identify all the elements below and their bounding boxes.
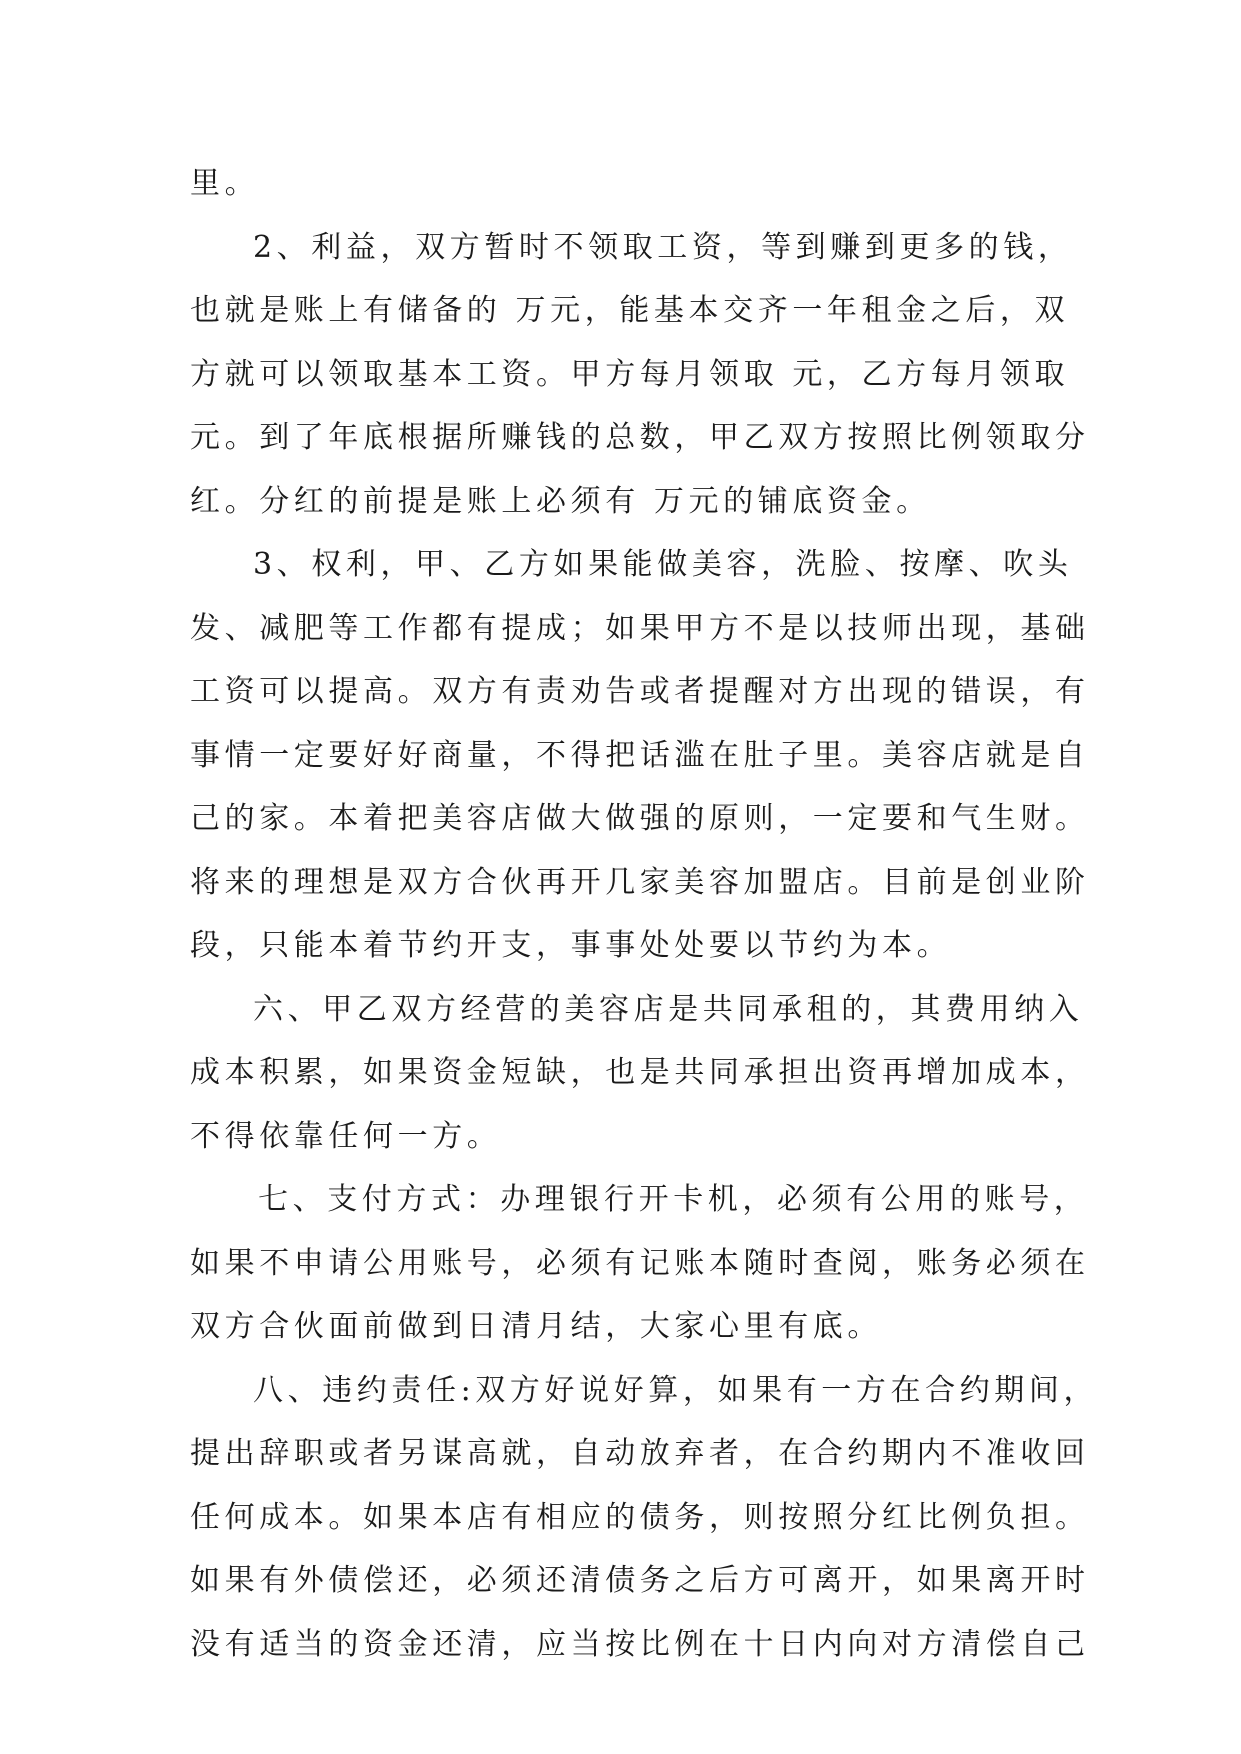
text-line: 六、甲乙双方经营的美容店是共同承租的，其费用纳入 [253,992,1084,1027]
text-line: 提出辞职或者另谋高就，自动放弃者，在合约期内不准收回 [190,1436,1090,1471]
text-line: 事情一定要好好商量，不得把话滥在肚子里。美容店就是自 [190,738,1090,773]
text-line: 工资可以提高。双方有责劝告或者提醒对方出现的错误，有 [190,674,1090,709]
text-line: 元。到了年底根据所赚钱的总数，甲乙双方按照比例领取分 [190,420,1090,455]
text-line: 2、利益，双方暂时不领取工资，等到赚到更多的钱， [253,230,1073,265]
text-line: 发、减肥等工作都有提成；如果甲方不是以技师出现，基础 [190,611,1090,646]
text-line: 七、支付方式：办理银行开卡机，必须有公用的账号， [258,1182,1089,1217]
text-line: 方就可以领取基本工资。甲方每月领取 元，乙方每月领取 [190,357,1070,392]
text-line: 3、权利，甲、乙方如果能做美容，洗脸、按摩、吹头 [253,547,1073,582]
text-line: 也就是账上有储备的 万元，能基本交齐一年租金之后，双 [190,293,1070,328]
text-line: 里。 [190,166,260,201]
text-line: 段，只能本着节约开支，事事处处要以节约为本。 [190,928,952,963]
text-line: 如果有外债偿还，必须还清债务之后方可离开，如果离开时 [190,1563,1090,1598]
text-line: 没有适当的资金还清，应当按比例在十日内向对方清偿自己 [190,1627,1090,1662]
text-line: 成本积累，如果资金短缺，也是共同承担出资再增加成本， [190,1055,1090,1090]
text-line: 八、违约责任:双方好说好算，如果有一方在合约期间， [253,1373,1099,1408]
text-line: 如果不申请公用账号，必须有记账本随时查阅，账务必须在 [190,1246,1090,1281]
text-line: 任何成本。如果本店有相应的债务，则按照分红比例负担。 [190,1500,1090,1535]
text-line: 不得依靠任何一方。 [190,1119,502,1154]
text-line: 将来的理想是双方合伙再开几家美容加盟店。目前是创业阶 [190,865,1090,900]
text-line: 红。分红的前提是账上必须有 万元的铺底资金。 [190,484,931,519]
text-line: 己的家。本着把美容店做大做强的原则，一定要和气生财。 [190,801,1090,836]
text-line: 双方合伙面前做到日清月结，大家心里有底。 [190,1309,882,1344]
